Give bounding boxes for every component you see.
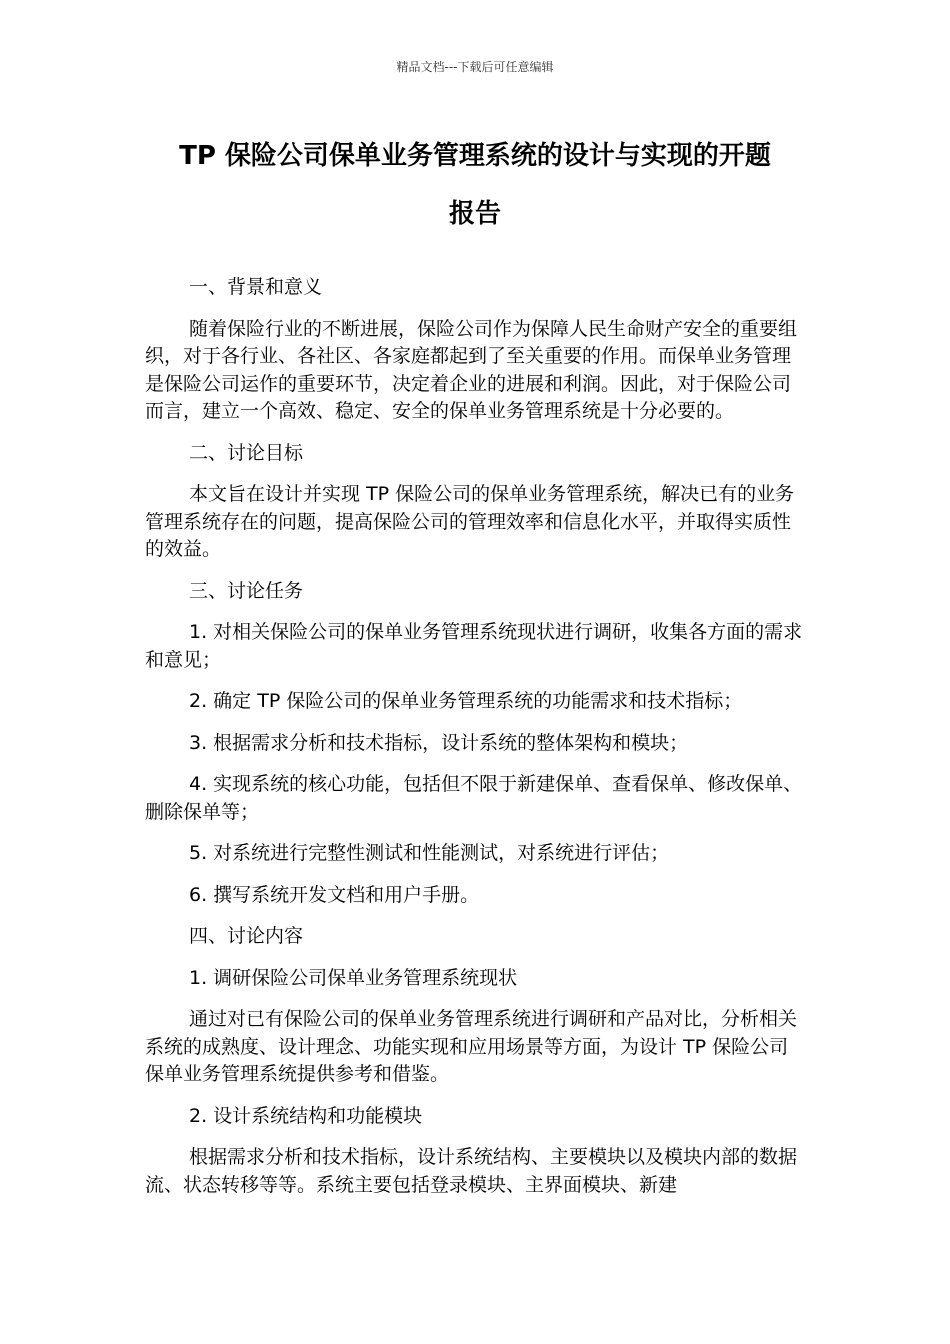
- paragraph-background: 随着保险行业的不断进展，保险公司作为保障人民生命财产安全的重要组织，对于各行业、各社区、各家庭都起到了至关重要的作用。而保单业务管理是保险公司运作的重要环节，决定着企业的进展和利润。因此，对于保险公司而言，建立一个高效、稳定、安全的保单业务管理系统是十分必要的。: [145, 317, 798, 422]
- task-item-5: 5. 对系统进行完整性测试和性能测试，对系统进行评估；: [189, 842, 670, 864]
- task-item-3: 3. 根据需求分析和技术指标，设计系统的整体架构和模块；: [189, 731, 689, 754]
- task-item-1: 1. 对相关保险公司的保单业务管理系统现状进行调研，收集各方面的需求和意见；: [145, 621, 803, 671]
- task-item-2: 2. 确定 TP 保险公司的保单业务管理系统的功能需求和技术指标；: [189, 690, 743, 712]
- paragraph-survey: 通过对已有保险公司的保单业务管理系统进行调研和产品对比，分析相关系统的成熟度、设计理念、功能实现和应用场景等方面，为设计 TP 保险公司保单业务管理系统提供参考和借鉴。: [145, 1008, 798, 1085]
- document-body: [145, 274, 805, 1199]
- section-heading-tasks: 三、讨论任务: [189, 579, 304, 602]
- paragraph-objectives: 本文旨在设计并实现 TP 保险公司的保单业务管理系统，解决已有的业务管理系统存在的问题，提高保险公司的管理效率和信息化水平，并取得实质性的效益。: [145, 483, 795, 560]
- document-title-line-2: 报告: [448, 199, 501, 229]
- section-heading-background: 一、背景和意义: [189, 276, 323, 298]
- document-title-line-1: TP 保险公司保单业务管理系统的设计与实现的开题: [179, 141, 771, 171]
- task-item-4: 4. 实现系统的核心功能，包括但不限于新建保单、查看保单、修改保单、删除保单等；: [145, 773, 803, 823]
- subsection-heading-design: 2. 设计系统结构和功能模块: [189, 1104, 423, 1127]
- subsection-heading-survey: 1. 调研保险公司保单业务管理系统现状: [189, 966, 518, 989]
- section-heading-objectives: 二、讨论目标: [189, 441, 304, 464]
- paragraph-design: 根据需求分析和技术指标，设计系统结构、主要模块以及模块内部的数据流、状态转移等等。系统主要包括登录模块、主界面模块、新建: [145, 1146, 798, 1196]
- page-header-note: 精品文档---下载后可任意编辑: [396, 60, 554, 74]
- task-item-6: 6. 撰写系统开发文档和用户手册。: [189, 883, 480, 906]
- section-heading-content: 四、讨论内容: [189, 925, 304, 947]
